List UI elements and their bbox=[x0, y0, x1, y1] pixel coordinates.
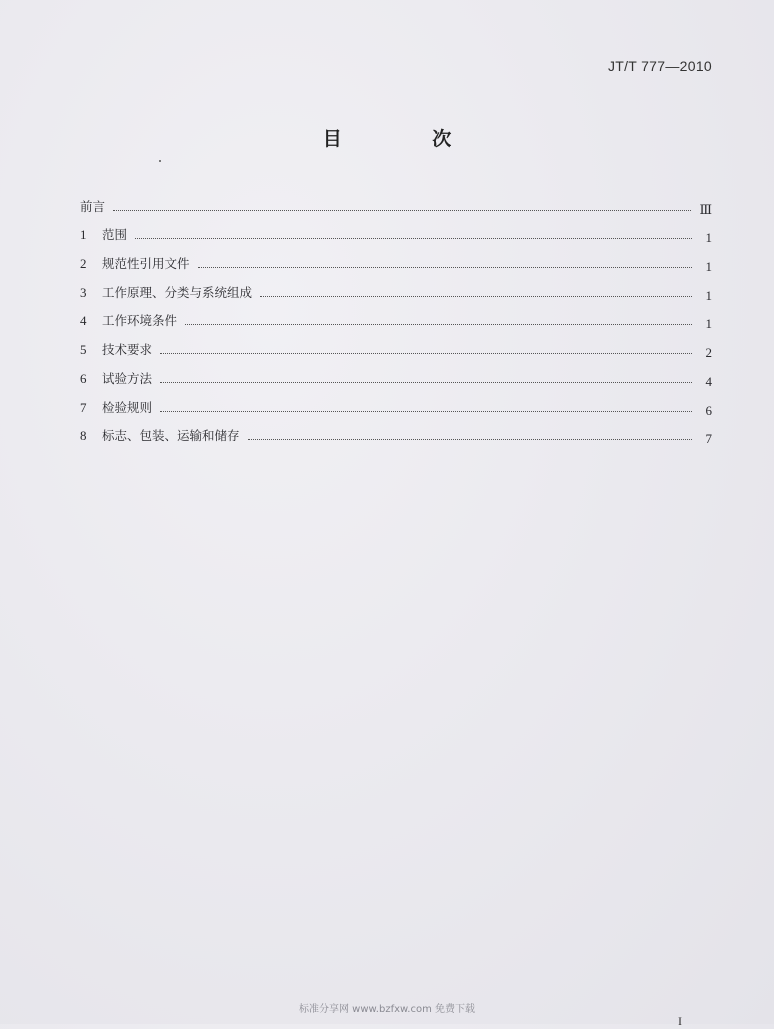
toc-entry-page: 1 bbox=[705, 230, 712, 246]
toc-dot-leader bbox=[248, 439, 692, 440]
toc-dot-leader bbox=[185, 324, 692, 325]
toc-entry-number: 5 bbox=[80, 342, 87, 358]
toc-entry-technical-requirements[interactable] bbox=[80, 329, 712, 361]
toc-entry-page: Ⅲ bbox=[699, 201, 712, 217]
toc-entry-inspection-rules[interactable] bbox=[80, 387, 712, 416]
toc-entry-title: 前言 bbox=[80, 198, 106, 214]
toc-entry-test-methods[interactable] bbox=[80, 358, 712, 387]
toc-entry-title: 范围 bbox=[102, 227, 128, 243]
toc-entry-number: 2 bbox=[80, 256, 87, 272]
toc-dot-leader bbox=[113, 210, 691, 211]
page-number: I bbox=[678, 1014, 682, 1028]
toc-entry-page: 1 bbox=[705, 316, 712, 332]
table-of-contents bbox=[80, 186, 712, 447]
toc-entry-title: 规范性引用文件 bbox=[102, 256, 190, 272]
toc-entry-working-conditions[interactable] bbox=[80, 301, 712, 330]
toc-dot-leader bbox=[160, 353, 692, 354]
toc-entry-page: 4 bbox=[705, 373, 712, 389]
toc-entry-foreword[interactable] bbox=[80, 186, 712, 215]
toc-entry-number: 4 bbox=[80, 313, 87, 329]
toc-entry-page: 7 bbox=[705, 431, 712, 447]
watermark: 标准分享网 www.bzfxw.com 免费下载 bbox=[299, 1004, 475, 1015]
toc-dot-leader bbox=[198, 267, 692, 268]
paper-speck bbox=[159, 160, 161, 162]
toc-dot-leader bbox=[160, 411, 692, 412]
toc-entry-page: 2 bbox=[705, 345, 712, 361]
toc-entry-scope[interactable] bbox=[80, 215, 712, 244]
toc-entry-title: 检验规则 bbox=[102, 399, 153, 415]
toc-entry-number: 1 bbox=[80, 227, 87, 243]
toc-dot-leader bbox=[260, 296, 692, 297]
toc-entry-working-principle[interactable] bbox=[80, 272, 712, 301]
toc-entry-title: 工作原理、分类与系统组成 bbox=[102, 284, 253, 300]
toc-dot-leader bbox=[135, 238, 692, 239]
toc-entry-title: 工作环境条件 bbox=[102, 313, 178, 329]
toc-entry-normative-references[interactable] bbox=[80, 243, 712, 275]
toc-entry-number: 6 bbox=[80, 370, 87, 386]
toc-dot-leader bbox=[160, 382, 692, 383]
toc-entry-title: 标志、包装、运输和储存 bbox=[102, 428, 240, 444]
toc-entry-number: 8 bbox=[80, 428, 87, 444]
toc-entry-page: 6 bbox=[705, 402, 712, 418]
toc-entry-marking-packaging[interactable] bbox=[80, 416, 712, 445]
toc-entry-page: 1 bbox=[705, 259, 712, 275]
document-code: JT/T 777—2010 bbox=[607, 58, 712, 74]
toc-entry-title: 试验方法 bbox=[102, 370, 153, 386]
toc-entry-number: 3 bbox=[80, 284, 87, 300]
toc-entry-title: 技术要求 bbox=[102, 342, 153, 358]
toc-entry-number: 7 bbox=[80, 399, 87, 415]
toc-entry-page: 1 bbox=[705, 287, 712, 303]
page-title: 目 次 bbox=[322, 128, 494, 150]
